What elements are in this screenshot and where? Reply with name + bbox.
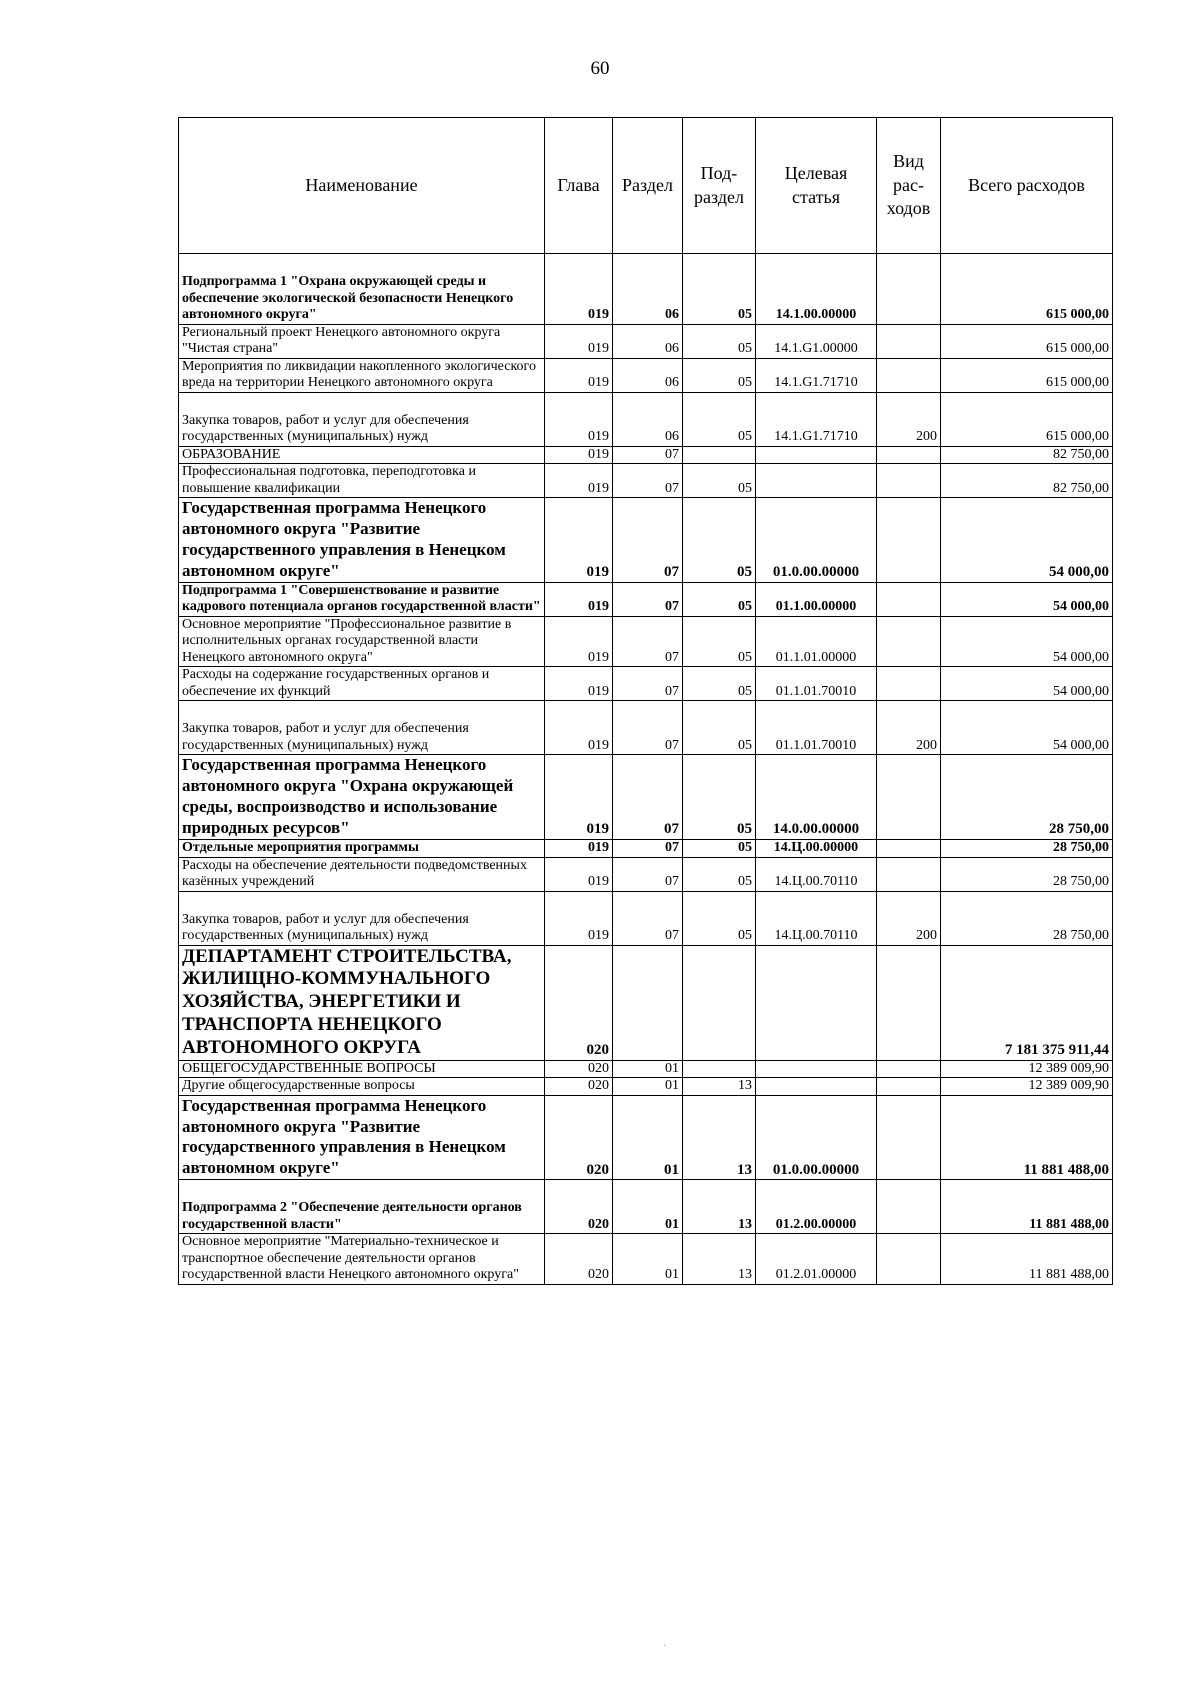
cell-target [756, 945, 877, 1060]
table-row [179, 254, 1113, 325]
cell-subsection: 05 [683, 464, 756, 498]
table-row [179, 840, 1113, 858]
cell-target: 14.Ц.00.70110 [756, 891, 877, 945]
cell-subsection: 13 [683, 1078, 756, 1096]
cell-target: 01.2.01.00000 [756, 1234, 877, 1285]
table-row [179, 582, 1113, 616]
cell-total: 54 000,00 [941, 498, 1113, 583]
cell-name: Профессиональная подготовка, переподготовка и повышение квалификации [179, 464, 545, 498]
cell-target: 01.1.00.00000 [756, 582, 877, 616]
cell-total: 615 000,00 [941, 392, 1113, 446]
cell-total: 54 000,00 [941, 667, 1113, 701]
cell-section: 07 [613, 464, 683, 498]
cell-name: ДЕПАРТАМЕНТ СТРОИТЕЛЬСТВА, ЖИЛИЩНО-КОММУНАЛЬНОГО ХОЗЯЙСТВА, ЭНЕРГЕТИКИ И ТРАНСПОРТА НЕНЕЦКОГО АВТОНОМНОГО ОКРУГА [179, 945, 545, 1060]
cell-target [756, 464, 877, 498]
cell-chapter: 019 [545, 254, 613, 325]
cell-name: Расходы на содержание государственных органов и обеспечение их функций [179, 667, 545, 701]
cell-target: 14.1.G1.00000 [756, 324, 877, 358]
cell-chapter: 020 [545, 1180, 613, 1234]
cell-subsection: 05 [683, 667, 756, 701]
cell-total: 615 000,00 [941, 358, 1113, 392]
cell-subsection: 05 [683, 755, 756, 840]
table-row [179, 324, 1113, 358]
cell-section: 07 [613, 498, 683, 583]
cell-subsection: 05 [683, 392, 756, 446]
cell-subsection: 05 [683, 498, 756, 583]
cell-target: 01.2.00.00000 [756, 1180, 877, 1234]
cell-type [877, 667, 941, 701]
column-header-subsection: Под- раздел [683, 118, 756, 254]
cell-section: 01 [613, 1234, 683, 1285]
cell-total: 12 389 009,90 [941, 1060, 1113, 1078]
cell-subsection: 05 [683, 324, 756, 358]
cell-chapter: 020 [545, 1234, 613, 1285]
cell-section: 07 [613, 582, 683, 616]
cell-name: Государственная программа Ненецкого автономного округа "Развитие государственного управления в Ненецком автономном округе" [179, 1095, 545, 1180]
cell-chapter: 019 [545, 891, 613, 945]
table-body [179, 254, 1113, 1285]
page-number: 60 [590, 58, 610, 79]
cell-type [877, 582, 941, 616]
cell-subsection: 05 [683, 358, 756, 392]
table-row [179, 857, 1113, 891]
cell-type [877, 1095, 941, 1180]
cell-target: 01.0.00.00000 [756, 1095, 877, 1180]
cell-type [877, 840, 941, 858]
table-header-row [179, 118, 1113, 254]
cell-subsection: 05 [683, 254, 756, 325]
cell-type [877, 945, 941, 1060]
cell-type: 200 [877, 392, 941, 446]
cell-chapter: 019 [545, 755, 613, 840]
cell-type: 200 [877, 891, 941, 945]
cell-chapter: 019 [545, 857, 613, 891]
cell-section: 07 [613, 857, 683, 891]
cell-subsection: 05 [683, 857, 756, 891]
cell-target: 14.1.G1.71710 [756, 392, 877, 446]
cell-chapter: 019 [545, 464, 613, 498]
cell-target: 14.1.G1.71710 [756, 358, 877, 392]
cell-total: 11 881 488,00 [941, 1095, 1113, 1180]
table-row [179, 616, 1113, 667]
cell-name: Региональный проект Ненецкого автономного округа "Чистая страна" [179, 324, 545, 358]
cell-name: Другие общегосударственные вопросы [179, 1078, 545, 1096]
table-row [179, 667, 1113, 701]
cell-target [756, 1078, 877, 1096]
cell-total: 54 000,00 [941, 616, 1113, 667]
cell-type [877, 1078, 941, 1096]
cell-name: Расходы на обеспечение деятельности подведомственных казённых учреждений [179, 857, 545, 891]
table-row [179, 464, 1113, 498]
column-header-target: Целевая статья [756, 118, 877, 254]
cell-name: ОБЩЕГОСУДАРСТВЕННЫЕ ВОПРОСЫ [179, 1060, 545, 1078]
cell-total: 12 389 009,90 [941, 1078, 1113, 1096]
cell-section: 07 [613, 755, 683, 840]
cell-name: Основное мероприятие "Материально-техническое и транспортное обеспечение деятельности органов государственной власти Ненецкого автономного округа" [179, 1234, 545, 1285]
cell-subsection [683, 945, 756, 1060]
cell-subsection: 13 [683, 1180, 756, 1234]
cell-chapter: 020 [545, 945, 613, 1060]
cell-section: 07 [613, 840, 683, 858]
cell-name: ОБРАЗОВАНИЕ [179, 446, 545, 464]
cell-name: Подпрограмма 1 "Совершенствование и развитие кадрового потенциала органов государственной власти" [179, 582, 545, 616]
cell-type: 200 [877, 701, 941, 755]
cell-total: 615 000,00 [941, 254, 1113, 325]
cell-type [877, 755, 941, 840]
table-row [179, 945, 1113, 1060]
cell-type [877, 1060, 941, 1078]
cell-section: 01 [613, 1060, 683, 1078]
cell-total: 82 750,00 [941, 464, 1113, 498]
cell-total: 54 000,00 [941, 582, 1113, 616]
cell-type [877, 446, 941, 464]
cell-name: Подпрограмма 2 "Обеспечение деятельности органов государственной власти" [179, 1180, 545, 1234]
cell-subsection: 05 [683, 701, 756, 755]
cell-chapter: 020 [545, 1095, 613, 1180]
cell-name: Отдельные мероприятия программы [179, 840, 545, 858]
budget-table [178, 117, 1113, 1285]
cell-target: 14.0.00.00000 [756, 755, 877, 840]
cell-target: 14.Ц.00.00000 [756, 840, 877, 858]
cell-total: 82 750,00 [941, 446, 1113, 464]
cell-type [877, 358, 941, 392]
table-row [179, 1060, 1113, 1078]
table-row [179, 701, 1113, 755]
cell-subsection: 05 [683, 840, 756, 858]
cell-type [877, 254, 941, 325]
cell-type [877, 857, 941, 891]
table-row [179, 1234, 1113, 1285]
cell-chapter: 019 [545, 498, 613, 583]
cell-section: 06 [613, 392, 683, 446]
cell-section: 01 [613, 1180, 683, 1234]
table-row [179, 755, 1113, 840]
cell-total: 28 750,00 [941, 891, 1113, 945]
cell-type [877, 324, 941, 358]
cell-type [877, 616, 941, 667]
cell-name: Закупка товаров, работ и услуг для обеспечения государственных (муниципальных) нужд [179, 891, 545, 945]
cell-target [756, 1060, 877, 1078]
cell-name: Закупка товаров, работ и услуг для обеспечения государственных (муниципальных) нужд [179, 701, 545, 755]
table-row [179, 1095, 1113, 1180]
cell-chapter: 019 [545, 701, 613, 755]
cell-target: 01.0.00.00000 [756, 498, 877, 583]
cell-chapter: 019 [545, 446, 613, 464]
cell-name: Государственная программа Ненецкого автономного округа "Охрана окружающей среды, воспроизводство и использование природных ресурсов" [179, 755, 545, 840]
cell-name: Мероприятия по ликвидации накопленного экологического вреда на территории Ненецкого автономного округа [179, 358, 545, 392]
cell-section [613, 945, 683, 1060]
cell-chapter: 019 [545, 667, 613, 701]
cell-target: 01.1.01.00000 [756, 616, 877, 667]
cell-total: 54 000,00 [941, 701, 1113, 755]
table-row [179, 1078, 1113, 1096]
cell-subsection: 13 [683, 1095, 756, 1180]
cell-total: 11 881 488,00 [941, 1234, 1113, 1285]
cell-type [877, 1180, 941, 1234]
table-row [179, 358, 1113, 392]
table-row [179, 446, 1113, 464]
cell-chapter: 019 [545, 358, 613, 392]
cell-type [877, 1234, 941, 1285]
cell-section: 07 [613, 701, 683, 755]
cell-chapter: 019 [545, 616, 613, 667]
cell-total: 28 750,00 [941, 840, 1113, 858]
column-header-name: Наименование [179, 118, 545, 254]
cell-type [877, 464, 941, 498]
cell-subsection: 05 [683, 616, 756, 667]
scan-dot: · [663, 1641, 667, 1652]
cell-subsection: 13 [683, 1234, 756, 1285]
cell-total: 7 181 375 911,44 [941, 945, 1113, 1060]
cell-section: 06 [613, 324, 683, 358]
cell-subsection: 05 [683, 582, 756, 616]
cell-section: 06 [613, 358, 683, 392]
column-header-total: Всего расходов [941, 118, 1113, 254]
cell-target: 14.1.00.00000 [756, 254, 877, 325]
cell-type [877, 498, 941, 583]
cell-target: 14.Ц.00.70110 [756, 857, 877, 891]
table-row [179, 1180, 1113, 1234]
cell-subsection: 05 [683, 891, 756, 945]
cell-target: 01.1.01.70010 [756, 701, 877, 755]
cell-total: 28 750,00 [941, 857, 1113, 891]
cell-chapter: 019 [545, 392, 613, 446]
cell-chapter: 019 [545, 582, 613, 616]
cell-chapter: 019 [545, 324, 613, 358]
cell-total: 615 000,00 [941, 324, 1113, 358]
cell-subsection [683, 446, 756, 464]
cell-chapter: 019 [545, 840, 613, 858]
cell-section: 07 [613, 446, 683, 464]
cell-subsection [683, 1060, 756, 1078]
cell-section: 01 [613, 1078, 683, 1096]
table-row [179, 498, 1113, 583]
cell-section: 07 [613, 891, 683, 945]
cell-name: Государственная программа Ненецкого автономного округа "Развитие государственного управления в Ненецком автономном округе" [179, 498, 545, 583]
cell-target [756, 446, 877, 464]
column-header-type: Вид рас- ходов [877, 118, 941, 254]
column-header-section: Раздел [613, 118, 683, 254]
column-header-chapter: Глава [545, 118, 613, 254]
cell-section: 07 [613, 667, 683, 701]
cell-section: 06 [613, 254, 683, 325]
cell-name: Подпрограмма 1 "Охрана окружающей среды и обеспечение экологической безопасности Ненецкого автономного округа" [179, 254, 545, 325]
cell-total: 28 750,00 [941, 755, 1113, 840]
cell-target: 01.1.01.70010 [756, 667, 877, 701]
cell-section: 01 [613, 1095, 683, 1180]
table-row [179, 392, 1113, 446]
cell-chapter: 020 [545, 1078, 613, 1096]
cell-total: 11 881 488,00 [941, 1180, 1113, 1234]
table-row [179, 891, 1113, 945]
cell-name: Закупка товаров, работ и услуг для обеспечения государственных (муниципальных) нужд [179, 392, 545, 446]
cell-name: Основное мероприятие "Профессиональное развитие в исполнительных органах государственной власти Ненецкого автономного округа" [179, 616, 545, 667]
cell-chapter: 020 [545, 1060, 613, 1078]
cell-section: 07 [613, 616, 683, 667]
